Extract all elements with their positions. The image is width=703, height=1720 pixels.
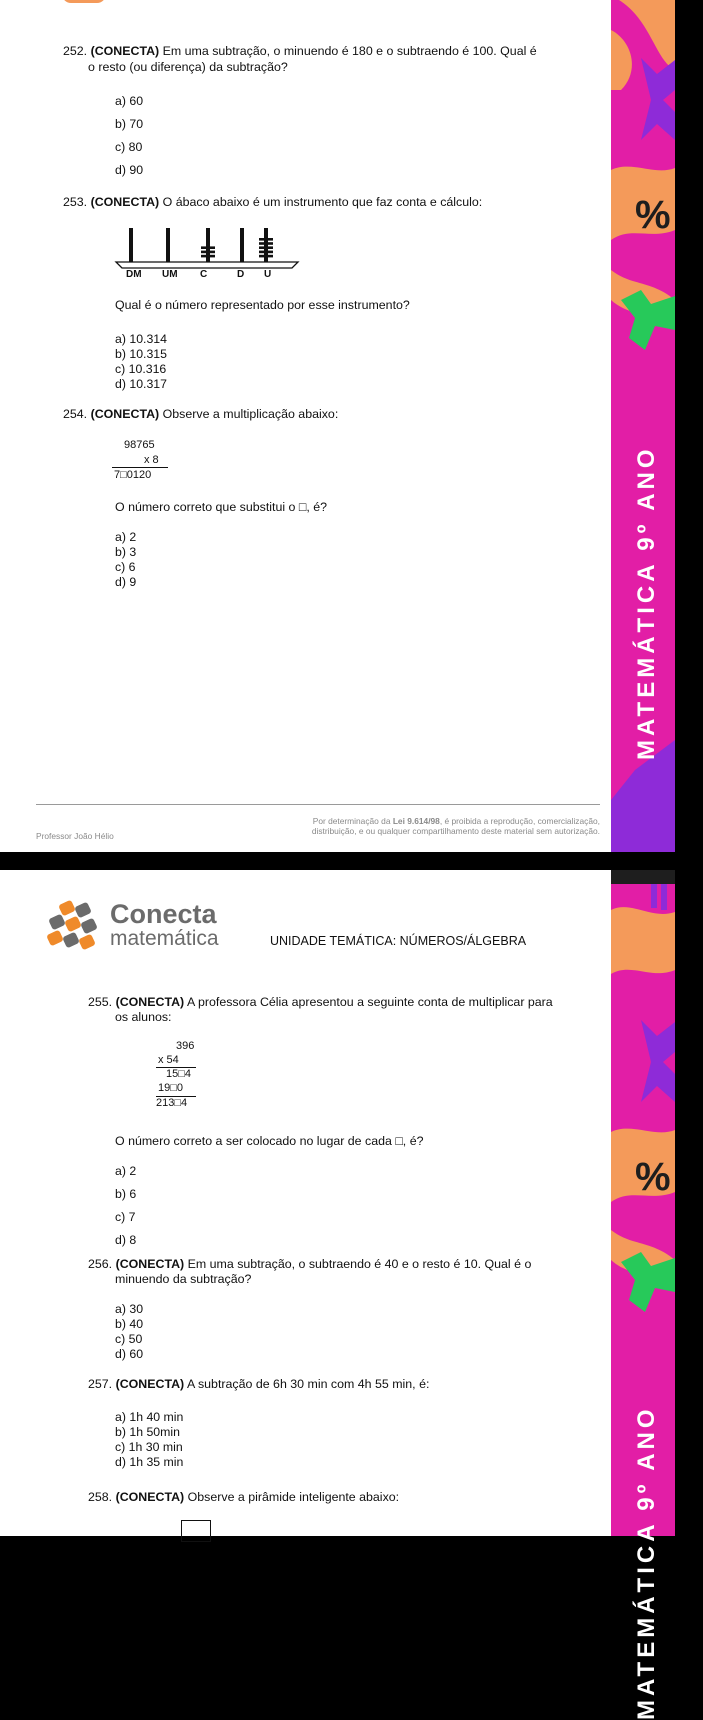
abacus-figure [114, 222, 300, 286]
question-255 [88, 995, 553, 1009]
question-text-line2: minuendo da subtração? [115, 1272, 252, 1286]
question-text: Em uma subtração, o subtraendo é 40 e o resto é 10. Qual é o [187, 1257, 532, 1271]
option-d: d) 10.317 [115, 377, 167, 391]
option-a: a) 1h 40 min [115, 1410, 184, 1424]
question-252 [63, 44, 537, 58]
question-prompt: O número correto que substitui o □, é? [115, 500, 328, 514]
side-decorative-band [611, 0, 675, 852]
question-number: 258. [88, 1490, 113, 1504]
question-source: (CONECTA) [90, 44, 160, 58]
option-a: a) 60 [115, 94, 144, 108]
option-a: a) 30 [115, 1302, 144, 1316]
partial-product-2: 19□0 [158, 1082, 183, 1094]
question-source: (CONECTA) [115, 1377, 185, 1391]
option-d: d) 8 [115, 1233, 137, 1247]
question-257 [88, 1377, 429, 1391]
question-number: 256. [88, 1257, 113, 1271]
question-prompt: O número correto a ser colocado no lugar de cada □, é? [115, 1134, 424, 1148]
question-text: Observe a pirâmide inteligente abaixo: [187, 1490, 400, 1504]
abacus-label-u: U [264, 269, 272, 280]
option-b: b) 40 [115, 1317, 144, 1331]
pyramid-top-box [181, 1520, 211, 1542]
question-source: (CONECTA) [115, 995, 185, 1009]
operation-multiplier: x 54 [158, 1054, 179, 1066]
question-253 [63, 195, 482, 209]
question-text: Em uma subtração, o minuendo é 180 e o subtraendo é 100. Qual é [162, 44, 537, 58]
option-b: b) 3 [115, 545, 137, 559]
question-254 [63, 407, 338, 421]
question-number: 254. [63, 407, 88, 421]
option-b: b) 1h 50min [115, 1425, 180, 1439]
question-text: A subtração de 6h 30 min com 4h 55 min, é: [186, 1377, 430, 1391]
question-prompt: Qual é o número representado por esse instrumento? [115, 298, 410, 312]
option-d: d) 9 [115, 575, 137, 589]
abacus-bead [259, 242, 273, 245]
footer-author: Professor João Hélio [36, 831, 114, 841]
band-subject-label: MATEMÁTICA 9º ANO [633, 1405, 660, 1720]
option-c: c) 50 [115, 1332, 143, 1346]
operation-top: 98765 [124, 439, 155, 451]
abacus-bead [259, 251, 273, 254]
puzzle-logo-icon [44, 900, 110, 956]
option-d: d) 60 [115, 1347, 144, 1361]
option-a: a) 10.314 [115, 332, 167, 346]
question-text: A professora Célia apresentou a seguinte conta de multiplicar para [186, 995, 553, 1009]
abacus-bead [259, 255, 273, 258]
question-256 [88, 1257, 531, 1271]
abacus-label-dm: DM [126, 269, 142, 280]
band-subject-label: MATEMÁTICA 9º ANO [633, 445, 660, 760]
question-number: 255. [88, 995, 113, 1009]
operation-result: 213□4 [156, 1097, 188, 1109]
option-d: d) 90 [115, 163, 144, 177]
abacus-bead [201, 251, 215, 254]
logo-title: Conecta [110, 899, 217, 929]
question-number: 253. [63, 195, 88, 209]
footer-copyright-notice: Por determinação da Lei 9.614/98, é proibida a reprodução, comercialização, distribuição, e ou qualquer compartilhamento deste material sem autorização. [311, 816, 600, 836]
operation-multiplier: x 8 [144, 454, 159, 466]
option-c: c) 6 [115, 560, 136, 574]
question-source: (CONECTA) [115, 1257, 185, 1271]
worksheet-page-2 [0, 870, 675, 1720]
abacus-bead [201, 246, 215, 249]
abacus-bead [201, 255, 215, 258]
abacus-bead [259, 238, 273, 241]
question-text-line2: o resto (ou diferença) da subtração? [88, 60, 288, 74]
option-c: c) 10.316 [115, 362, 167, 376]
unit-title: UNIDADE TEMÁTICA: NÚMEROS/ÁLGEBRA [270, 934, 527, 948]
option-d: d) 1h 35 min [115, 1455, 184, 1469]
logo-icon [44, 900, 110, 956]
svg-text:%: % [635, 193, 671, 237]
logo-subtitle: matemática [110, 927, 219, 950]
abacus-label-c: C [200, 269, 208, 280]
option-b: b) 6 [115, 1187, 137, 1201]
side-decorative-band [611, 870, 675, 1720]
option-a: a) 2 [115, 530, 137, 544]
abacus-bead [259, 246, 273, 249]
worksheet-page-1 [0, 0, 675, 852]
option-c: c) 1h 30 min [115, 1440, 183, 1454]
operation-result: 7□0120 [114, 469, 152, 481]
footer-divider [36, 804, 600, 805]
question-source: (CONECTA) [90, 407, 160, 421]
option-a: a) 2 [115, 1164, 137, 1178]
question-source: (CONECTA) [90, 195, 160, 209]
decorative-shape [62, 0, 106, 3]
question-258 [88, 1490, 399, 1504]
question-source: (CONECTA) [115, 1490, 185, 1504]
question-number: 252. [63, 44, 88, 58]
abacus-label-d: D [237, 269, 245, 280]
option-c: c) 80 [115, 140, 143, 154]
question-text-line2: os alunos: [115, 1010, 172, 1024]
partial-product-1: 15□4 [166, 1068, 191, 1080]
option-b: b) 70 [115, 117, 144, 131]
operation-rule [112, 467, 168, 468]
option-b: b) 10.315 [115, 347, 167, 361]
question-number: 257. [88, 1377, 113, 1391]
operation-top: 396 [176, 1040, 195, 1052]
question-text: O ábaco abaixo é um instrumento que faz conta e cálculo: [162, 195, 483, 209]
svg-text:%: % [635, 1155, 671, 1199]
option-c: c) 7 [115, 1210, 136, 1224]
question-text: Observe a multiplicação abaixo: [162, 407, 339, 421]
abacus-label-um: UM [162, 269, 178, 280]
law-reference: Lei 9.614/98 [392, 816, 440, 826]
